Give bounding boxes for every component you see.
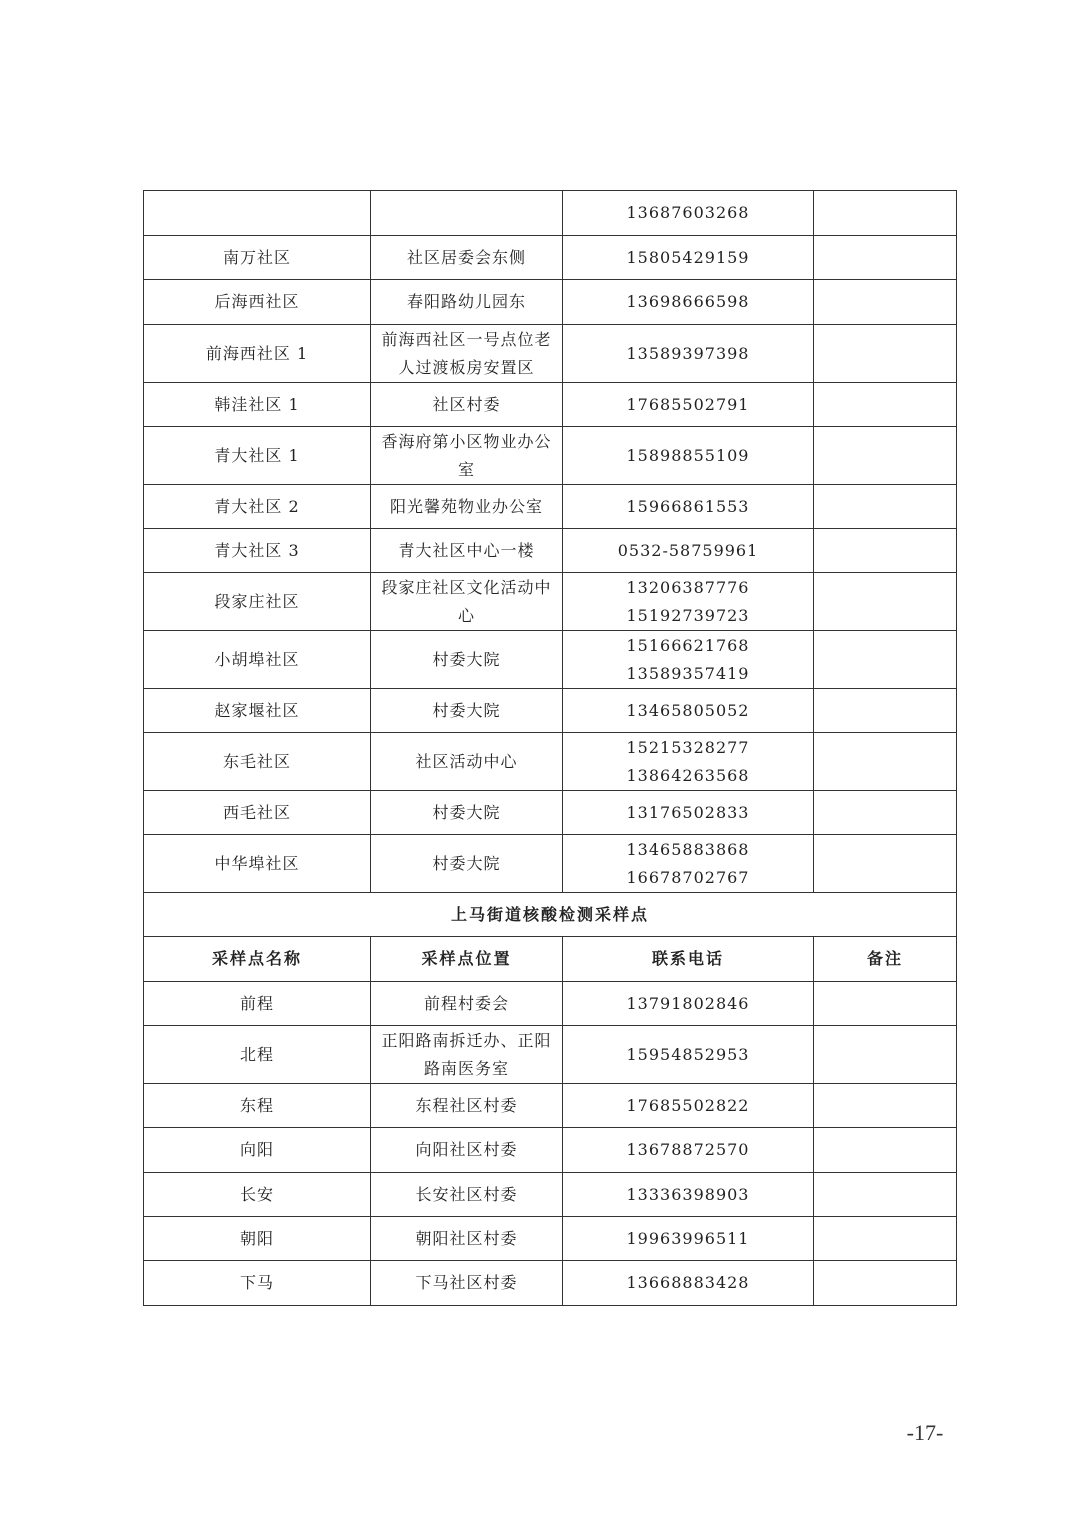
table-row	[144, 733, 957, 791]
contact-phone: 13589397398	[563, 325, 814, 383]
contact-phone: 13791802846	[563, 982, 814, 1026]
site-name: 青大社区 2	[144, 485, 371, 529]
table-row	[144, 485, 957, 529]
table-row	[144, 280, 957, 325]
contact-phone: 15805429159	[563, 236, 814, 280]
contact-phone: 13336398903	[563, 1173, 814, 1217]
site-location: 春阳路幼儿园东	[371, 280, 563, 325]
site-name: 青大社区 3	[144, 529, 371, 573]
site-location: 村委大院	[371, 791, 563, 835]
table-row	[144, 1128, 957, 1173]
site-name: 前程	[144, 982, 371, 1026]
site-location: 下马社区村委	[371, 1261, 563, 1306]
phone-line: 16678702767	[626, 867, 750, 887]
table-row	[144, 383, 957, 427]
site-name: 小胡埠社区	[144, 631, 371, 689]
note-cell	[814, 236, 957, 280]
note-cell	[814, 982, 957, 1026]
contact-phone	[563, 835, 814, 893]
site-name: 中华埠社区	[144, 835, 371, 893]
note-cell	[814, 383, 957, 427]
note-cell	[814, 1261, 957, 1306]
phone-line: 13206387776	[626, 577, 750, 597]
note-cell	[814, 1128, 957, 1173]
note-cell	[814, 733, 957, 791]
note-cell	[814, 1084, 957, 1128]
table-row	[144, 1026, 957, 1084]
site-name: 赵家堰社区	[144, 689, 371, 733]
note-cell	[814, 689, 957, 733]
note-cell	[814, 573, 957, 631]
site-name: 后海西社区	[144, 280, 371, 325]
site-location: 长安社区村委	[371, 1173, 563, 1217]
contact-phone: 19963996511	[563, 1217, 814, 1261]
section-title: 上马街道核酸检测采样点	[144, 893, 957, 937]
site-name: 东毛社区	[144, 733, 371, 791]
site-location: 社区村委	[371, 383, 563, 427]
note-cell	[814, 325, 957, 383]
phone-line: 15215328277	[626, 737, 750, 757]
table-row	[144, 1173, 957, 1217]
phone-line: 15166621768	[626, 635, 750, 655]
contact-phone: 15898855109	[563, 427, 814, 485]
phone-line: 13589357419	[626, 663, 750, 683]
note-cell	[814, 280, 957, 325]
phone-line: 13465883868	[626, 839, 750, 859]
table-row	[144, 325, 957, 383]
header-phone: 联系电话	[563, 937, 814, 982]
site-location: 前海西社区一号点位老人过渡板房安置区	[371, 325, 563, 383]
phone-line: 15192739723	[626, 605, 750, 625]
contact-phone: 17685502791	[563, 383, 814, 427]
table-row	[144, 529, 957, 573]
site-name: 朝阳	[144, 1217, 371, 1261]
note-cell	[814, 1173, 957, 1217]
site-name: 段家庄社区	[144, 573, 371, 631]
site-location: 前程村委会	[371, 982, 563, 1026]
site-location	[371, 191, 563, 236]
site-location: 青大社区中心一楼	[371, 529, 563, 573]
contact-phone	[563, 573, 814, 631]
site-name: 长安	[144, 1173, 371, 1217]
site-location: 香海府第小区物业办公室	[371, 427, 563, 485]
site-name: 南万社区	[144, 236, 371, 280]
table-row	[144, 427, 957, 485]
header-note: 备注	[814, 937, 957, 982]
site-location: 朝阳社区村委	[371, 1217, 563, 1261]
site-name: 向阳	[144, 1128, 371, 1173]
page-number: -17-	[906, 1420, 944, 1445]
contact-phone: 13668883428	[563, 1261, 814, 1306]
contact-phone: 13176502833	[563, 791, 814, 835]
site-location: 社区活动中心	[371, 733, 563, 791]
note-cell	[814, 1217, 957, 1261]
table-row	[144, 573, 957, 631]
table-row	[144, 191, 957, 236]
header-row	[144, 937, 957, 982]
contact-phone: 13678872570	[563, 1128, 814, 1173]
contact-phone	[563, 733, 814, 791]
site-name: 下马	[144, 1261, 371, 1306]
table-row	[144, 1217, 957, 1261]
note-cell	[814, 529, 957, 573]
table-row	[144, 689, 957, 733]
site-location: 村委大院	[371, 835, 563, 893]
note-cell	[814, 427, 957, 485]
section-row	[144, 893, 957, 937]
note-cell	[814, 791, 957, 835]
site-location: 社区居委会东侧	[371, 236, 563, 280]
note-cell	[814, 835, 957, 893]
contact-phone: 13698666598	[563, 280, 814, 325]
contact-phone: 0532-58759961	[563, 529, 814, 573]
note-cell	[814, 631, 957, 689]
site-location: 村委大院	[371, 631, 563, 689]
site-name: 前海西社区 1	[144, 325, 371, 383]
contact-phone: 15966861553	[563, 485, 814, 529]
contact-phone: 13465805052	[563, 689, 814, 733]
table-row	[144, 982, 957, 1026]
contact-phone: 15954852953	[563, 1026, 814, 1084]
site-location: 阳光馨苑物业办公室	[371, 485, 563, 529]
contact-phone	[563, 631, 814, 689]
table-row	[144, 1261, 957, 1306]
table-row	[144, 631, 957, 689]
table-row	[144, 835, 957, 893]
sampling-points-table	[143, 190, 957, 1306]
table-row	[144, 236, 957, 280]
table-row	[144, 791, 957, 835]
note-cell	[814, 191, 957, 236]
contact-phone: 13687603268	[563, 191, 814, 236]
phone-line: 13864263568	[626, 765, 750, 785]
table-row	[144, 1084, 957, 1128]
site-name	[144, 191, 371, 236]
note-cell	[814, 1026, 957, 1084]
site-location: 段家庄社区文化活动中心	[371, 573, 563, 631]
site-name: 西毛社区	[144, 791, 371, 835]
site-location: 村委大院	[371, 689, 563, 733]
site-location: 正阳路南拆迁办、正阳路南医务室	[371, 1026, 563, 1084]
site-location: 东程社区村委	[371, 1084, 563, 1128]
header-name: 采样点名称	[144, 937, 371, 982]
site-name: 东程	[144, 1084, 371, 1128]
header-location: 采样点位置	[371, 937, 563, 982]
site-name: 韩洼社区 1	[144, 383, 371, 427]
site-name: 北程	[144, 1026, 371, 1084]
site-location: 向阳社区村委	[371, 1128, 563, 1173]
contact-phone: 17685502822	[563, 1084, 814, 1128]
site-name: 青大社区 1	[144, 427, 371, 485]
note-cell	[814, 485, 957, 529]
